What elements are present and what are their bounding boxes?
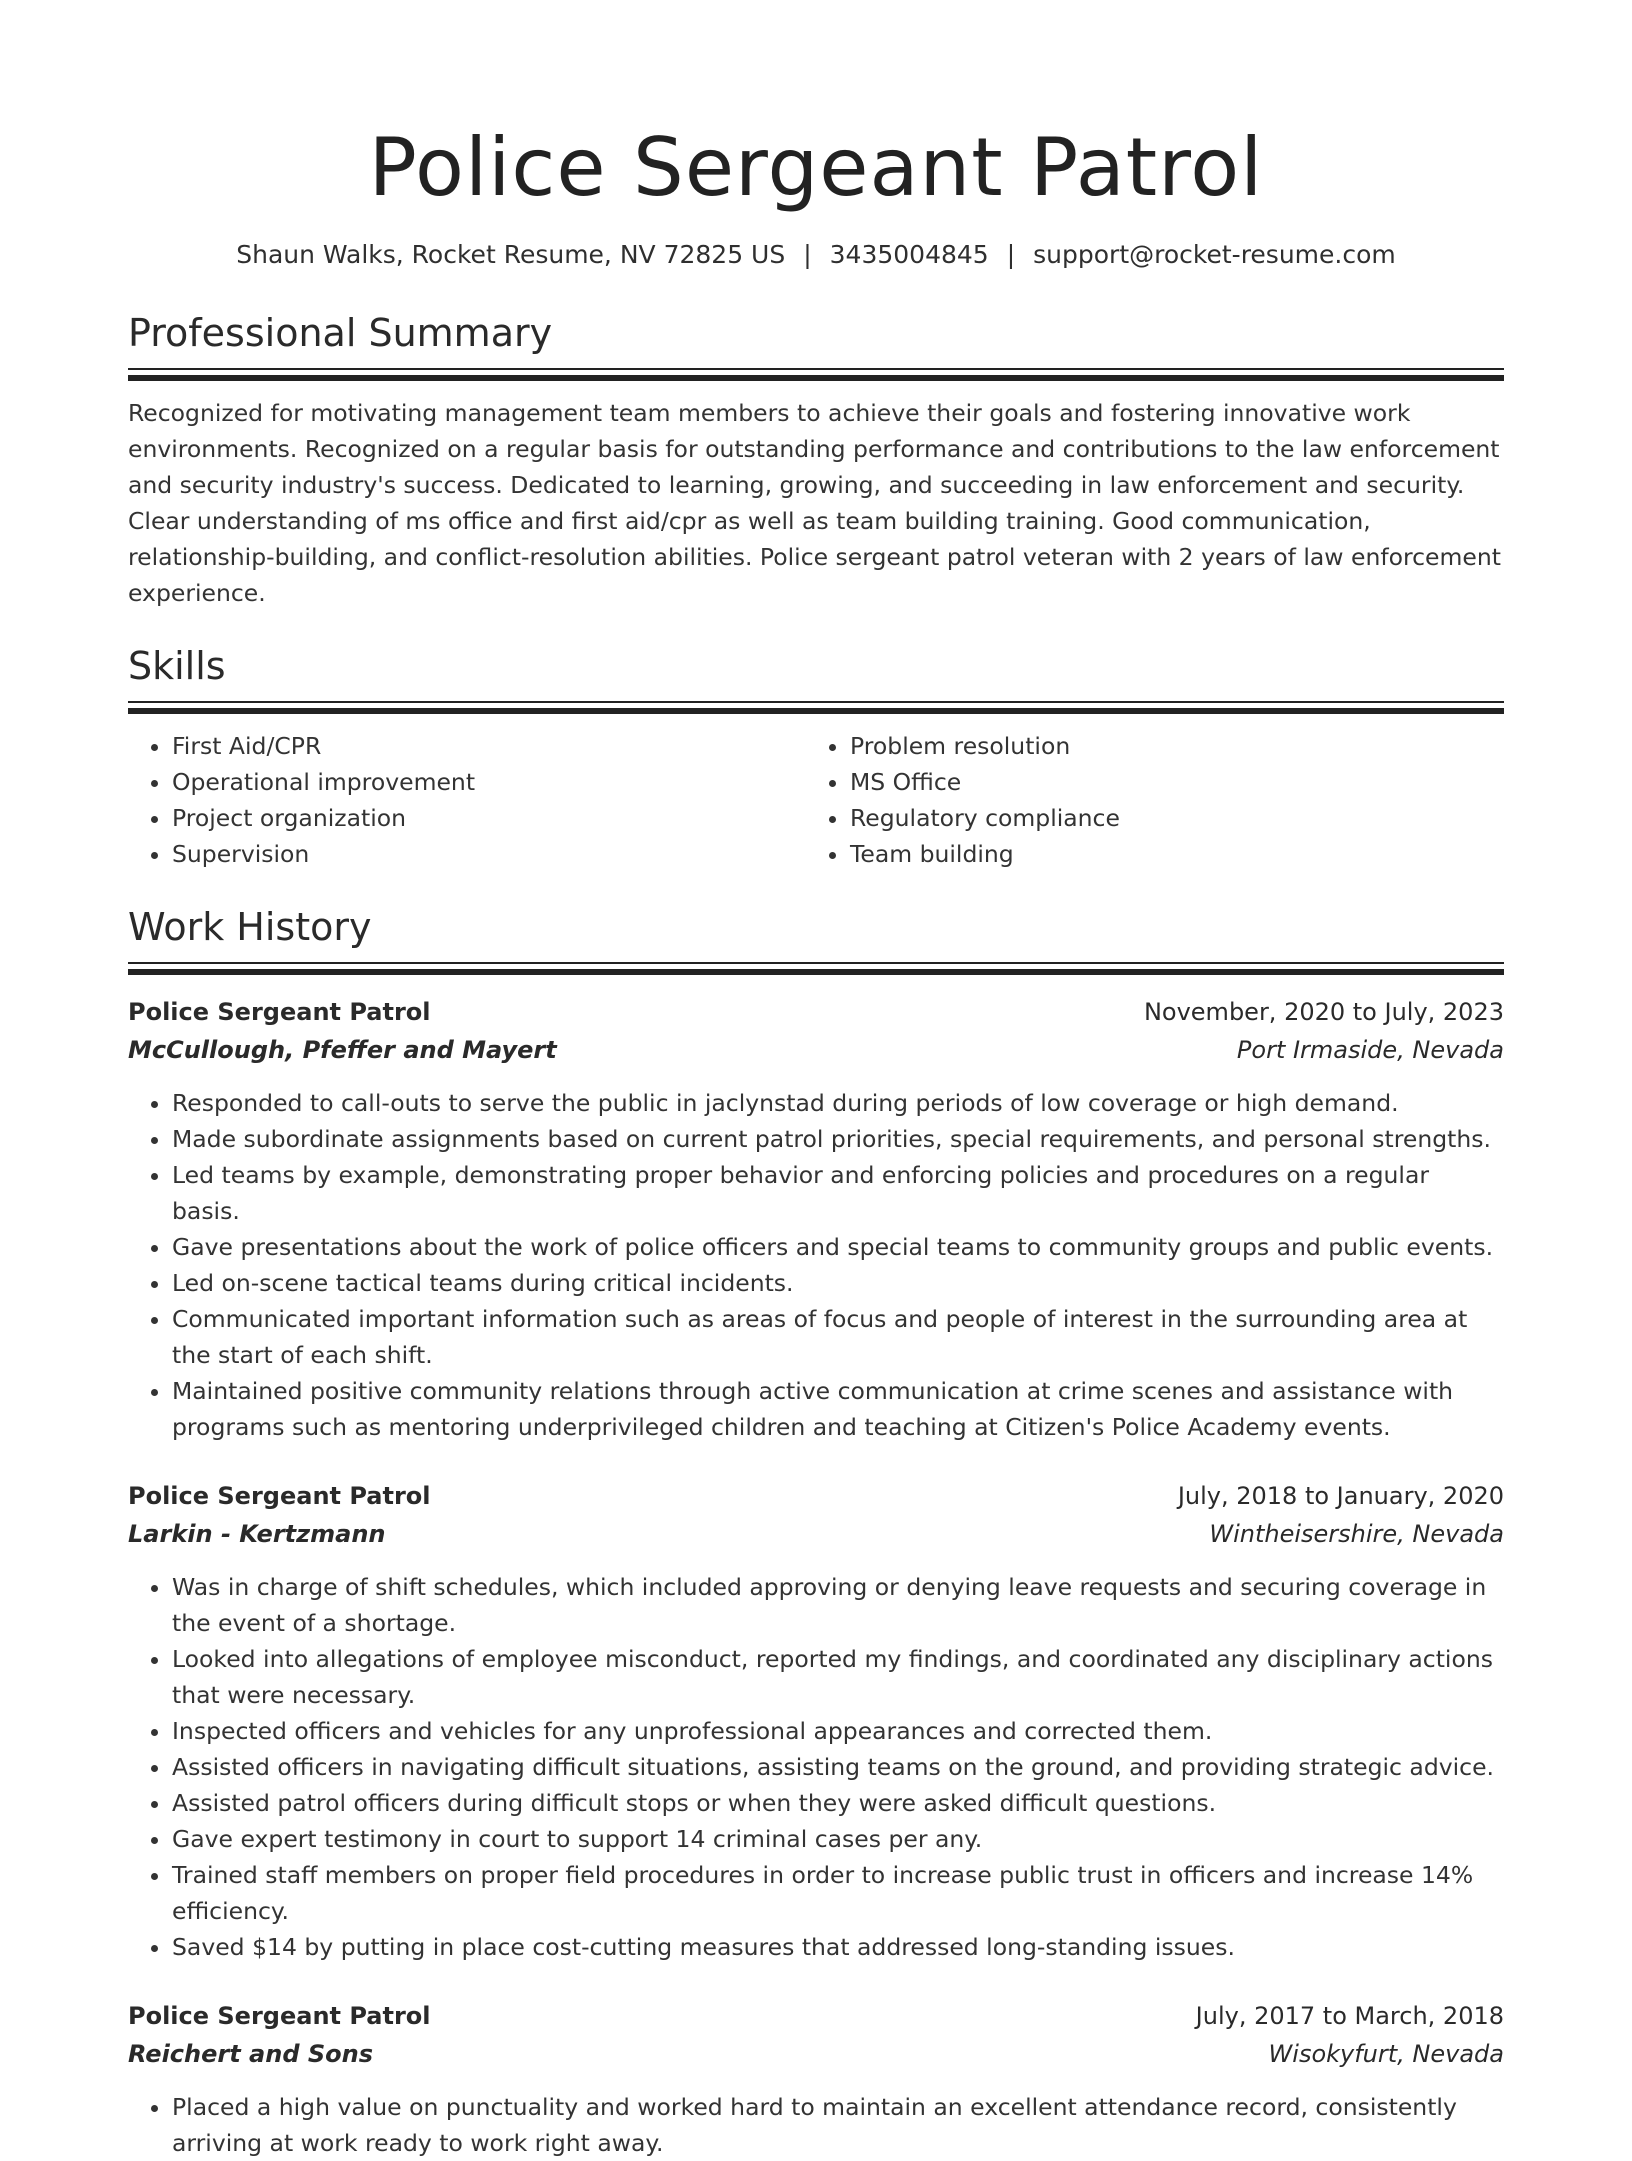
contact-separator: | — [1006, 240, 1016, 269]
skill-item: • First Aid/CPR — [172, 728, 806, 764]
work-history-heading: Work History — [128, 905, 372, 949]
job-title: Police Sergeant Patrol — [128, 1482, 431, 1510]
skill-item: • Team building — [850, 836, 1484, 872]
job-entry — [128, 1477, 1504, 1965]
skill-item: • Operational improvement — [172, 764, 806, 800]
job-bullet: • Made subordinate assignments based on current patrol priorities, special requirements, and personal strengths. — [172, 1121, 1504, 1157]
contact-phone: 3435004845 — [829, 240, 989, 269]
job-location: Port Irmaside, Nevada — [1236, 1036, 1504, 1064]
job-dates: July, 2018 to January, 2020 — [1177, 1482, 1504, 1510]
section-rule-thick — [128, 969, 1504, 975]
skill-item: • Project organization — [172, 800, 806, 836]
job-title: Police Sergeant Patrol — [128, 2002, 431, 2030]
summary-text: Recognized for motivating management team members to achieve their goals and fostering innovative work environments. Recognized on a regular basis for outstanding performance and contributions to the law enforcement and security industry's success. Dedicated to learning, growing, and succeeding in law enforcement and security. Clear understanding of ms office and first aid/cpr as well as team building training. Good communication, relationship-building, and conflict-resolution abilities. Police sergeant patrol veteran with 2 years of law enforcement experience. — [128, 399, 1501, 607]
section-rule-thin — [128, 962, 1504, 964]
skills-column-right — [806, 728, 1484, 872]
job-title: Police Sergeant Patrol — [128, 998, 431, 1026]
job-entry — [128, 993, 1504, 1445]
job-header — [128, 1997, 1504, 2035]
job-bullets — [128, 1085, 1504, 1445]
job-bullet: • Led teams by example, demonstrating proper behavior and enforcing policies and procedures on a regular basis. — [172, 1157, 1504, 1229]
contact-address: Shaun Walks, Rocket Resume, NV 72825 US — [236, 240, 786, 269]
job-header — [128, 1477, 1504, 1515]
job-location: Wisokyfurt, Nevada — [1268, 2040, 1504, 2068]
job-subheader — [128, 1031, 1504, 1069]
summary-heading: Professional Summary — [128, 311, 553, 355]
job-bullets — [128, 2089, 1504, 2161]
job-company: Larkin - Kertzmann — [128, 1520, 386, 1548]
job-bullet: • Looked into allegations of employee misconduct, reported my findings, and coordinated any disciplinary actions that were necessary. — [172, 1641, 1504, 1713]
skills-list — [128, 728, 1504, 872]
job-bullet: • Gave expert testimony in court to support 14 criminal cases per any. — [172, 1821, 1504, 1857]
job-company: McCullough, Pfeffer and Mayert — [128, 1036, 557, 1064]
resume-name: Police Sergeant Patrol — [368, 121, 1264, 214]
job-bullet: • Responded to call-outs to serve the public in jaclynstad during periods of low coverage or high demand. — [172, 1085, 1504, 1121]
section-rule-thin — [128, 368, 1504, 370]
contact-email: support@rocket-resume.com — [1033, 240, 1396, 269]
job-bullet: • Was in charge of shift schedules, which included approving or denying leave requests and securing coverage in the event of a shortage. — [172, 1569, 1504, 1641]
job-bullet: • Communicated important information such as areas of focus and people of interest in the surrounding area at the start of each shift. — [172, 1301, 1504, 1373]
job-header — [128, 993, 1504, 1031]
job-bullet: • Maintained positive community relations through active communication at crime scenes and assistance with programs such as mentoring underprivileged children and teaching at Citizen's Police Academy events. — [172, 1373, 1504, 1445]
job-dates: November, 2020 to July, 2023 — [1143, 998, 1504, 1026]
job-bullet: • Trained staff members on proper field procedures in order to increase public trust in officers and increase 14% efficiency. — [172, 1857, 1504, 1929]
job-bullet: • Saved $14 by putting in place cost-cutting measures that addressed long-standing issues. — [172, 1929, 1504, 1965]
job-bullets — [128, 1569, 1504, 1965]
job-company: Reichert and Sons — [128, 2040, 374, 2068]
job-location: Wintheisershire, Nevada — [1209, 1520, 1504, 1548]
skill-item: • MS Office — [850, 764, 1484, 800]
skills-column-left — [128, 728, 806, 872]
contact-line — [128, 238, 1504, 272]
skill-item: • Supervision — [172, 836, 806, 872]
job-bullet: • Inspected officers and vehicles for any unprofessional appearances and corrected them. — [172, 1713, 1504, 1749]
job-dates: July, 2017 to March, 2018 — [1195, 2002, 1504, 2030]
skills-heading: Skills — [128, 644, 226, 688]
job-entry — [128, 1997, 1504, 2161]
job-bullet: • Gave presentations about the work of police officers and special teams to community groups and public events. — [172, 1229, 1504, 1265]
job-bullet: • Assisted patrol officers during difficult stops or when they were asked difficult questions. — [172, 1785, 1504, 1821]
skill-item: • Regulatory compliance — [850, 800, 1484, 836]
contact-separator: | — [803, 240, 812, 269]
job-bullet: • Assisted officers in navigating difficult situations, assisting teams on the ground, and providing strategic advice. — [172, 1749, 1504, 1785]
skill-item: • Problem resolution — [850, 728, 1484, 764]
job-subheader — [128, 1515, 1504, 1553]
section-rule-thick — [128, 375, 1504, 381]
resume-page — [128, 0, 1504, 2161]
section-rule-thin — [128, 701, 1504, 703]
job-bullet: • Placed a high value on punctuality and worked hard to maintain an excellent attendance record, consistently arriving at work ready to work right away. — [172, 2089, 1504, 2161]
job-subheader — [128, 2035, 1504, 2073]
section-rule-thick — [128, 708, 1504, 714]
job-bullet: • Led on-scene tactical teams during critical incidents. — [172, 1265, 1504, 1301]
